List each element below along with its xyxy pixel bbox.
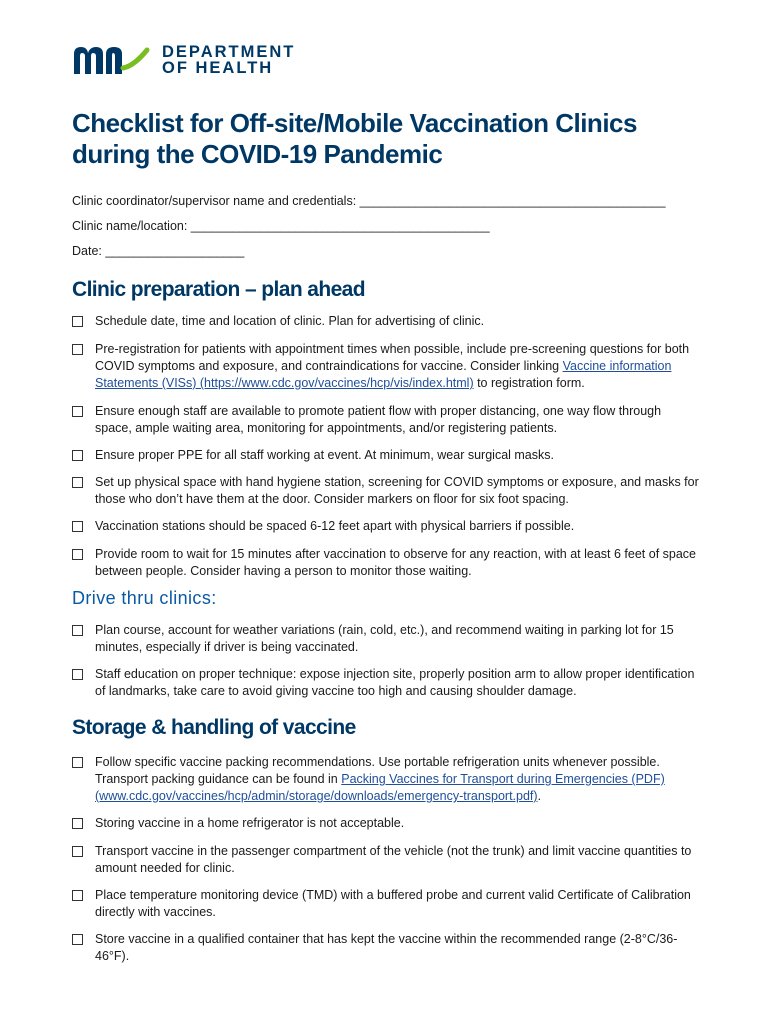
checkbox[interactable] (72, 521, 83, 532)
title-line-1: Checklist for Off-site/Mobile Vaccination Clinics (72, 108, 637, 138)
logo-text (162, 44, 295, 76)
checkbox[interactable] (72, 344, 83, 355)
item-text: Follow specific vaccine packing recommendations. Use portable refrigeration units whenever possible. Transport packing guidance can be found in Packing Vaccines for Transport during Emergencies (PDF) (www.cdc.gov/vaccines/hcp/admin/storage/downloads/emergency-transport.pdf). (95, 755, 665, 803)
checkbox[interactable] (72, 316, 83, 327)
logo-line-2: OF HEALTH (162, 59, 274, 77)
item-text: Staff education on proper technique: expose injection site, properly position arm to allow proper identification of landmarks, take care to avoid giving vaccine too high and causing shoulder damage. (95, 667, 695, 698)
checkbox[interactable] (72, 669, 83, 680)
date-field[interactable]: Date: ____________________ (72, 244, 245, 258)
item-text: Ensure proper PPE for all staff working at event. At minimum, wear surgical masks. (95, 448, 554, 462)
checkbox[interactable] (72, 625, 83, 636)
logo-line-1: DEPARTMENT (162, 43, 296, 61)
item-text: Provide room to wait for 15 minutes after vaccination to observe for any reaction, with at least 6 feet of space between people. Consider having a person to monitor those waiting. (95, 547, 697, 578)
item-text: Plan course, account for weather variations (rain, cold, etc.), and recommend waiting in parking lot for 15 minutes, especially if driver is being vaccinated. (95, 623, 674, 654)
section-heading-prep: Clinic preparation – plan ahead (72, 278, 365, 301)
item-text: Set up physical space with hand hygiene station, screening for COVID symptoms or exposure, and masks for those who don’t have them at the door. Consider markers on floor for six foot spacing. (95, 475, 699, 506)
item-text: Pre-registration for patients with appointment times when possible, include pre-screening questions for both COVID symptoms and exposure, and contraindications for vaccine. Consider linking Vaccine information Statements (VISs) (https://www.cdc.gov/vaccines/hcp/vis/index.html) to registration form. (95, 342, 690, 390)
checkbox[interactable] (72, 934, 83, 945)
checkbox[interactable] (72, 477, 83, 488)
packing-link[interactable]: Packing Vaccines for Transport during Emergencies (PDF) (www.cdc.gov/vaccines/hcp/admin/storage/downloads/emergency-transport.pdf) (95, 772, 665, 803)
mdh-logo (72, 44, 295, 76)
checkbox[interactable] (72, 757, 83, 768)
mn-logo-icon (72, 44, 150, 76)
item-text: Vaccination stations should be spaced 6-12 feet apart with physical barriers if possible. (95, 519, 575, 533)
item-text: Transport vaccine in the passenger compartment of the vehicle (not the trunk) and limit vaccine quantities to amount needed for clinic. (95, 844, 692, 875)
item-text: Ensure enough staff are available to promote patient flow with proper distancing, one way flow through space, ample waiting area, monitoring for appointments, and/or registering patients. (95, 404, 662, 435)
item-text: Place temperature monitoring device (TMD) with a buffered probe and current valid Certificate of Calibration directly with vaccines. (95, 888, 691, 919)
item-text: Schedule date, time and location of clinic. Plan for advertising of clinic. (95, 314, 485, 328)
item-text: Store vaccine in a qualified container that has kept the vaccine within the recommended range (2-8°C/36-46°F). (95, 932, 678, 963)
section-heading-drive: Drive thru clinics: (72, 588, 217, 608)
vis-link[interactable]: Vaccine information Statements (VISs) (https://www.cdc.gov/vaccines/hcp/vis/index.html) (95, 359, 672, 390)
checkbox[interactable] (72, 846, 83, 857)
title-line-2: during the COVID-19 Pandemic (72, 139, 443, 169)
document-title (72, 108, 712, 170)
section-heading-storage: Storage & handling of vaccine (72, 716, 356, 739)
coordinator-field[interactable]: Clinic coordinator/supervisor name and credentials: ____________________________________________ (72, 194, 666, 208)
checkbox[interactable] (72, 450, 83, 461)
checkbox[interactable] (72, 890, 83, 901)
checkbox[interactable] (72, 549, 83, 560)
checkbox[interactable] (72, 406, 83, 417)
location-field[interactable]: Clinic name/location: ___________________________________________ (72, 219, 490, 233)
checkbox[interactable] (72, 818, 83, 829)
item-text: Storing vaccine in a home refrigerator is not acceptable. (95, 816, 405, 830)
